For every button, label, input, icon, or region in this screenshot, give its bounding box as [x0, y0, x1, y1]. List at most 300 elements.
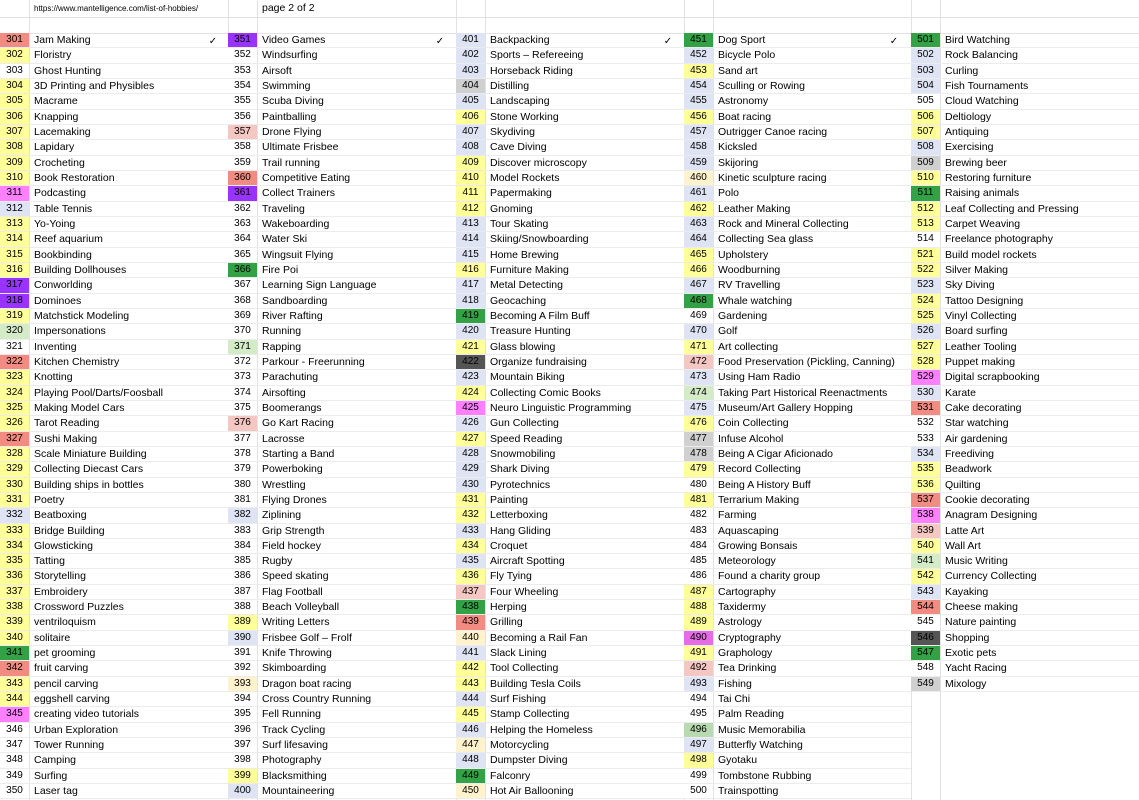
page-indicator[interactable]: page 2 of 2: [262, 2, 315, 14]
hobby-name-cell[interactable]: Quilting: [945, 478, 981, 491]
hobby-number-cell[interactable]: 437: [456, 585, 485, 599]
hobby-number-cell[interactable]: 399: [228, 769, 257, 783]
hobby-number-cell[interactable]: 408: [456, 140, 485, 154]
hobby-number-cell[interactable]: 416: [456, 263, 485, 277]
hobby-number-cell[interactable]: 423: [456, 370, 485, 384]
hobby-name-cell[interactable]: Poetry: [34, 493, 65, 506]
hobby-number-cell[interactable]: 483: [684, 524, 713, 538]
hobby-name-cell[interactable]: Cookie decorating: [945, 493, 1030, 506]
hobby-name-cell[interactable]: Neuro Linguistic Programming: [490, 401, 632, 414]
hobby-number-cell[interactable]: 370: [228, 324, 257, 338]
hobby-name-cell[interactable]: Coin Collecting: [718, 417, 789, 430]
hobby-number-cell[interactable]: 455: [684, 94, 713, 108]
hobby-number-cell[interactable]: 488: [684, 600, 713, 614]
hobby-name-cell[interactable]: Yacht Racing: [945, 662, 1007, 675]
hobby-name-cell[interactable]: Learning Sign Language: [262, 279, 377, 292]
hobby-name-cell[interactable]: Ghost Hunting: [34, 64, 102, 77]
hobby-name-cell[interactable]: Blacksmithing: [262, 769, 327, 782]
hobby-name-cell[interactable]: Embroidery: [34, 585, 88, 598]
hobby-name-cell[interactable]: Brewing beer: [945, 156, 1007, 169]
hobby-name-cell[interactable]: Surf lifesaving: [262, 739, 328, 752]
hobby-number-cell[interactable]: 398: [228, 753, 257, 767]
hobby-number-cell[interactable]: 528: [911, 355, 940, 369]
hobby-name-cell[interactable]: Tower Running: [34, 739, 105, 752]
hobby-number-cell[interactable]: 326: [0, 416, 29, 430]
hobby-number-cell[interactable]: 523: [911, 278, 940, 292]
hobby-name-cell[interactable]: Mixology: [945, 677, 987, 690]
hobby-number-cell[interactable]: 364: [228, 232, 257, 246]
hobby-name-cell[interactable]: Building Tesla Coils: [490, 677, 581, 690]
hobby-number-cell[interactable]: 361: [228, 186, 257, 200]
hobby-name-cell[interactable]: Croquet: [490, 539, 528, 552]
hobby-number-cell[interactable]: 354: [228, 79, 257, 93]
hobby-number-cell[interactable]: 532: [911, 416, 940, 430]
hobby-number-cell[interactable]: 422: [456, 355, 485, 369]
hobby-number-cell[interactable]: 383: [228, 524, 257, 538]
hobby-name-cell[interactable]: Food Preservation (Pickling, Canning): [718, 355, 895, 368]
hobby-name-cell[interactable]: Exotic pets: [945, 647, 997, 660]
hobby-name-cell[interactable]: Bicycle Polo: [718, 49, 776, 62]
hobby-name-cell[interactable]: Pyrotechnics: [490, 478, 551, 491]
hobby-name-cell[interactable]: Running: [262, 325, 302, 338]
hobby-name-cell[interactable]: Bridge Building: [34, 524, 105, 537]
hobby-number-cell[interactable]: 533: [911, 432, 940, 446]
hobby-number-cell[interactable]: 373: [228, 370, 257, 384]
hobby-number-cell[interactable]: 539: [911, 524, 940, 538]
hobby-number-cell[interactable]: 351: [228, 33, 257, 47]
hobby-number-cell[interactable]: 542: [911, 569, 940, 583]
hobby-name-cell[interactable]: Sand art: [718, 64, 758, 77]
hobby-number-cell[interactable]: 341: [0, 646, 29, 660]
hobby-name-cell[interactable]: Rock and Mineral Collecting: [718, 217, 849, 230]
hobby-name-cell[interactable]: River Rafting: [262, 309, 323, 322]
hobby-number-cell[interactable]: 502: [911, 48, 940, 62]
hobby-name-cell[interactable]: Stamp Collecting: [490, 708, 570, 721]
hobby-number-cell[interactable]: 513: [911, 217, 940, 231]
hobby-number-cell[interactable]: 462: [684, 202, 713, 216]
hobby-name-cell[interactable]: Gyotaku: [718, 754, 758, 767]
hobby-number-cell[interactable]: 360: [228, 171, 257, 185]
hobby-number-cell[interactable]: 388: [228, 600, 257, 614]
hobby-name-cell[interactable]: Growing Bonsais: [718, 539, 798, 552]
hobby-name-cell[interactable]: Speed Reading: [490, 432, 563, 445]
hobby-name-cell[interactable]: Wakeboarding: [262, 217, 330, 230]
hobby-number-cell[interactable]: 426: [456, 416, 485, 430]
hobby-number-cell[interactable]: 491: [684, 646, 713, 660]
hobby-number-cell[interactable]: 359: [228, 156, 257, 170]
hobby-name-cell[interactable]: Dog Sport: [718, 34, 766, 46]
hobby-number-cell[interactable]: 439: [456, 615, 485, 629]
hobby-name-cell[interactable]: Skimboarding: [262, 662, 327, 675]
hobby-name-cell[interactable]: Gnoming: [490, 202, 533, 215]
hobby-name-cell[interactable]: Scale Miniature Building: [34, 447, 147, 460]
hobby-name-cell[interactable]: Four Wheeling: [490, 585, 559, 598]
hobby-number-cell[interactable]: 457: [684, 125, 713, 139]
hobby-number-cell[interactable]: 549: [911, 677, 940, 691]
hobby-name-cell[interactable]: Nature painting: [945, 616, 1017, 629]
hobby-number-cell[interactable]: 484: [684, 539, 713, 553]
hobby-name-cell[interactable]: Beatboxing: [34, 509, 87, 522]
hobby-name-cell[interactable]: Upholstery: [718, 248, 769, 261]
hobby-name-cell[interactable]: Ziplining: [262, 509, 302, 522]
hobby-number-cell[interactable]: 489: [684, 615, 713, 629]
hobby-number-cell[interactable]: 407: [456, 125, 485, 139]
hobby-number-cell[interactable]: 540: [911, 539, 940, 553]
hobby-name-cell[interactable]: Dumpster Diving: [490, 754, 568, 767]
hobby-number-cell[interactable]: 382: [228, 508, 257, 522]
hobby-number-cell[interactable]: 429: [456, 462, 485, 476]
hobby-name-cell[interactable]: Lapidary: [34, 141, 75, 154]
hobby-name-cell[interactable]: Carpet Weaving: [945, 217, 1021, 230]
hobby-name-cell[interactable]: Dominoes: [34, 294, 82, 307]
hobby-number-cell[interactable]: 504: [911, 79, 940, 93]
hobby-number-cell[interactable]: 494: [684, 692, 713, 706]
hobby-name-cell[interactable]: Sports – Refereeing: [490, 49, 584, 62]
hobby-number-cell[interactable]: 310: [0, 171, 29, 185]
hobby-number-cell[interactable]: 406: [456, 110, 485, 124]
hobby-number-cell[interactable]: 506: [911, 110, 940, 124]
hobby-number-cell[interactable]: 450: [456, 784, 485, 798]
hobby-name-cell[interactable]: Deltiology: [945, 110, 992, 123]
hobby-number-cell[interactable]: 460: [684, 171, 713, 185]
hobby-number-cell[interactable]: 503: [911, 64, 940, 78]
hobby-number-cell[interactable]: 387: [228, 585, 257, 599]
hobby-name-cell[interactable]: pencil carving: [34, 677, 99, 690]
hobby-number-cell[interactable]: 434: [456, 539, 485, 553]
hobby-number-cell[interactable]: 336: [0, 569, 29, 583]
hobby-name-cell[interactable]: Palm Reading: [718, 708, 784, 721]
hobby-number-cell[interactable]: 323: [0, 370, 29, 384]
hobby-number-cell[interactable]: 330: [0, 478, 29, 492]
hobby-number-cell[interactable]: 347: [0, 738, 29, 752]
hobby-name-cell[interactable]: Windsurfing: [262, 49, 318, 62]
hobby-name-cell[interactable]: Camping: [34, 754, 77, 767]
hobby-name-cell[interactable]: Whale watching: [718, 294, 793, 307]
hobby-name-cell[interactable]: Flying Drones: [262, 493, 327, 506]
hobby-number-cell[interactable]: 366: [228, 263, 257, 277]
hobby-name-cell[interactable]: Board surfing: [945, 325, 1008, 338]
hobby-number-cell[interactable]: 524: [911, 294, 940, 308]
hobby-number-cell[interactable]: 465: [684, 248, 713, 262]
hobby-number-cell[interactable]: 446: [456, 723, 485, 737]
hobby-name-cell[interactable]: Exercising: [945, 141, 994, 154]
hobby-name-cell[interactable]: Hot Air Ballooning: [490, 785, 574, 798]
hobby-number-cell[interactable]: 335: [0, 554, 29, 568]
hobby-name-cell[interactable]: Kicksled: [718, 141, 758, 154]
hobby-number-cell[interactable]: 331: [0, 493, 29, 507]
hobby-number-cell[interactable]: 402: [456, 48, 485, 62]
hobby-name-cell[interactable]: Lacemaking: [34, 125, 91, 138]
hobby-name-cell[interactable]: Using Ham Radio: [718, 371, 801, 384]
hobby-number-cell[interactable]: 319: [0, 309, 29, 323]
hobby-number-cell[interactable]: 440: [456, 631, 485, 645]
source-url[interactable]: https://www.mantelligence.com/list-of-hobbies/: [34, 4, 199, 13]
hobby-name-cell[interactable]: Woodburning: [718, 263, 781, 276]
hobby-name-cell[interactable]: Sky Diving: [945, 279, 995, 292]
hobby-number-cell[interactable]: 312: [0, 202, 29, 216]
hobby-name-cell[interactable]: Glass blowing: [490, 340, 556, 353]
hobby-number-cell[interactable]: 481: [684, 493, 713, 507]
hobby-number-cell[interactable]: 443: [456, 677, 485, 691]
hobby-name-cell[interactable]: Becoming a Rail Fan: [490, 631, 588, 644]
hobby-number-cell[interactable]: 530: [911, 386, 940, 400]
hobby-number-cell[interactable]: 441: [456, 646, 485, 660]
hobby-name-cell[interactable]: Playing Pool/Darts/Foosball: [34, 386, 163, 399]
hobby-name-cell[interactable]: Parkour - Freerunning: [262, 355, 365, 368]
hobby-number-cell[interactable]: 487: [684, 585, 713, 599]
hobby-name-cell[interactable]: Museum/Art Gallery Hopping: [718, 401, 853, 414]
hobby-name-cell[interactable]: Matchstick Modeling: [34, 309, 130, 322]
hobby-number-cell[interactable]: 306: [0, 110, 29, 124]
hobby-name-cell[interactable]: Infuse Alcohol: [718, 432, 784, 445]
hobby-number-cell[interactable]: 510: [911, 171, 940, 185]
hobby-name-cell[interactable]: Being A Cigar Aficionado: [718, 447, 833, 460]
hobby-number-cell[interactable]: 308: [0, 140, 29, 154]
hobby-name-cell[interactable]: Cartography: [718, 585, 776, 598]
hobby-name-cell[interactable]: Conworlding: [34, 279, 93, 292]
hobby-name-cell[interactable]: Air gardening: [945, 432, 1008, 445]
hobby-name-cell[interactable]: Scuba Diving: [262, 95, 324, 108]
hobby-name-cell[interactable]: Vinyl Collecting: [945, 309, 1017, 322]
hobby-number-cell[interactable]: 334: [0, 539, 29, 553]
hobby-name-cell[interactable]: Surfing: [34, 769, 68, 782]
hobby-number-cell[interactable]: 492: [684, 661, 713, 675]
hobby-name-cell[interactable]: Rock Balancing: [945, 49, 1018, 62]
hobby-number-cell[interactable]: 493: [684, 677, 713, 691]
hobby-number-cell[interactable]: 348: [0, 753, 29, 767]
hobby-name-cell[interactable]: Skiing/Snowboarding: [490, 233, 589, 246]
hobby-name-cell[interactable]: Rapping: [262, 340, 302, 353]
hobby-name-cell[interactable]: Restoring furniture: [945, 171, 1032, 184]
hobby-name-cell[interactable]: Horseback Riding: [490, 64, 573, 77]
hobby-number-cell[interactable]: 495: [684, 707, 713, 721]
hobby-name-cell[interactable]: Organize fundraising: [490, 355, 587, 368]
hobby-name-cell[interactable]: Knapping: [34, 110, 79, 123]
hobby-name-cell[interactable]: Golf: [718, 325, 738, 338]
hobby-number-cell[interactable]: 498: [684, 753, 713, 767]
hobby-name-cell[interactable]: Becoming A Film Buff: [490, 309, 590, 322]
hobby-name-cell[interactable]: Tai Chi: [718, 693, 751, 706]
hobby-number-cell[interactable]: 546: [911, 631, 940, 645]
hobby-name-cell[interactable]: Record Collecting: [718, 463, 801, 476]
hobby-number-cell[interactable]: 355: [228, 94, 257, 108]
hobby-name-cell[interactable]: Building Dollhouses: [34, 263, 127, 276]
hobby-number-cell[interactable]: 499: [684, 769, 713, 783]
hobby-name-cell[interactable]: Storytelling: [34, 570, 86, 583]
hobby-name-cell[interactable]: Cheese making: [945, 601, 1018, 614]
hobby-number-cell[interactable]: 322: [0, 355, 29, 369]
hobby-number-cell[interactable]: 472: [684, 355, 713, 369]
hobby-number-cell[interactable]: 414: [456, 232, 485, 246]
hobby-name-cell[interactable]: Water Ski: [262, 233, 308, 246]
hobby-number-cell[interactable]: 327: [0, 432, 29, 446]
hobby-number-cell[interactable]: 526: [911, 324, 940, 338]
hobby-number-cell[interactable]: 521: [911, 248, 940, 262]
hobby-number-cell[interactable]: 315: [0, 248, 29, 262]
hobby-name-cell[interactable]: Discover microscopy: [490, 156, 587, 169]
hobby-name-cell[interactable]: Starting a Band: [262, 447, 335, 460]
hobby-name-cell[interactable]: Art collecting: [718, 340, 779, 353]
hobby-number-cell[interactable]: 525: [911, 309, 940, 323]
check-mark[interactable]: ✓: [208, 36, 218, 47]
hobby-name-cell[interactable]: Beadwork: [945, 463, 992, 476]
hobby-number-cell[interactable]: 397: [228, 738, 257, 752]
hobby-name-cell[interactable]: Tatting: [34, 555, 65, 568]
hobby-name-cell[interactable]: Urban Exploration: [34, 723, 119, 736]
hobby-number-cell[interactable]: 363: [228, 217, 257, 231]
hobby-number-cell[interactable]: 463: [684, 217, 713, 231]
hobby-number-cell[interactable]: 329: [0, 462, 29, 476]
hobby-number-cell[interactable]: 470: [684, 324, 713, 338]
hobby-name-cell[interactable]: Bookbinding: [34, 248, 92, 261]
hobby-number-cell[interactable]: 303: [0, 64, 29, 78]
hobby-number-cell[interactable]: 394: [228, 692, 257, 706]
hobby-number-cell[interactable]: 447: [456, 738, 485, 752]
hobby-number-cell[interactable]: 467: [684, 278, 713, 292]
hobby-name-cell[interactable]: Building ships in bottles: [34, 478, 144, 491]
hobby-number-cell[interactable]: 428: [456, 447, 485, 461]
hobby-name-cell[interactable]: Painting: [490, 493, 528, 506]
hobby-number-cell[interactable]: 435: [456, 554, 485, 568]
hobby-name-cell[interactable]: Airsoft: [262, 64, 292, 77]
hobby-name-cell[interactable]: Paintballing: [262, 110, 317, 123]
hobby-name-cell[interactable]: Tombstone Rubbing: [718, 769, 812, 782]
check-mark[interactable]: ✓: [889, 36, 899, 47]
hobby-name-cell[interactable]: Kitchen Chemistry: [34, 355, 120, 368]
hobby-number-cell[interactable]: 473: [684, 370, 713, 384]
hobby-number-cell[interactable]: 478: [684, 447, 713, 461]
hobby-number-cell[interactable]: 332: [0, 508, 29, 522]
hobby-number-cell[interactable]: 340: [0, 631, 29, 645]
hobby-name-cell[interactable]: Crocheting: [34, 156, 85, 169]
hobby-name-cell[interactable]: Skydiving: [490, 125, 535, 138]
hobby-name-cell[interactable]: Music Writing: [945, 555, 1008, 568]
hobby-name-cell[interactable]: Track Cycling: [262, 723, 326, 736]
hobby-name-cell[interactable]: Fishing: [718, 677, 752, 690]
hobby-name-cell[interactable]: Stone Working: [490, 110, 559, 123]
hobby-number-cell[interactable]: 417: [456, 278, 485, 292]
hobby-name-cell[interactable]: Being A History Buff: [718, 478, 811, 491]
hobby-number-cell[interactable]: 343: [0, 677, 29, 691]
hobby-number-cell[interactable]: 477: [684, 432, 713, 446]
hobby-number-cell[interactable]: 318: [0, 294, 29, 308]
hobby-name-cell[interactable]: Tour Skating: [490, 217, 549, 230]
hobby-name-cell[interactable]: Lacrosse: [262, 432, 305, 445]
hobby-name-cell[interactable]: Wrestling: [262, 478, 306, 491]
hobby-name-cell[interactable]: 3D Printing and Physibles: [34, 79, 155, 92]
hobby-name-cell[interactable]: Landscaping: [490, 95, 550, 108]
hobby-name-cell[interactable]: Wall Art: [945, 539, 981, 552]
hobby-number-cell[interactable]: 453: [684, 64, 713, 78]
hobby-name-cell[interactable]: Currency Collecting: [945, 570, 1037, 583]
hobby-name-cell[interactable]: Gun Collecting: [490, 417, 559, 430]
hobby-name-cell[interactable]: Treasure Hunting: [490, 325, 571, 338]
hobby-number-cell[interactable]: 454: [684, 79, 713, 93]
hobby-number-cell[interactable]: 409: [456, 156, 485, 170]
hobby-number-cell[interactable]: 469: [684, 309, 713, 323]
hobby-number-cell[interactable]: 405: [456, 94, 485, 108]
hobby-name-cell[interactable]: Tarot Reading: [34, 417, 100, 430]
hobby-number-cell[interactable]: 346: [0, 723, 29, 737]
hobby-number-cell[interactable]: 431: [456, 493, 485, 507]
hobby-number-cell[interactable]: 419: [456, 309, 485, 323]
hobby-name-cell[interactable]: Motorcycling: [490, 739, 549, 752]
hobby-number-cell[interactable]: 468: [684, 294, 713, 308]
hobby-name-cell[interactable]: Falconry: [490, 769, 531, 782]
hobby-number-cell[interactable]: 475: [684, 401, 713, 415]
hobby-name-cell[interactable]: Grilling: [490, 616, 523, 629]
hobby-name-cell[interactable]: Video Games: [262, 34, 326, 46]
hobby-number-cell[interactable]: 476: [684, 416, 713, 430]
hobby-number-cell[interactable]: 358: [228, 140, 257, 154]
hobby-name-cell[interactable]: Trainspotting: [718, 785, 779, 798]
hobby-name-cell[interactable]: Anagram Designing: [945, 509, 1038, 522]
hobby-number-cell[interactable]: 474: [684, 386, 713, 400]
hobby-name-cell[interactable]: Cave Diving: [490, 141, 547, 154]
hobby-name-cell[interactable]: Leather Making: [718, 202, 791, 215]
hobby-number-cell[interactable]: 401: [456, 33, 485, 47]
hobby-name-cell[interactable]: Backpacking: [490, 34, 550, 46]
hobby-number-cell[interactable]: 418: [456, 294, 485, 308]
hobby-number-cell[interactable]: 531: [911, 401, 940, 415]
hobby-number-cell[interactable]: 511: [911, 186, 940, 200]
hobby-name-cell[interactable]: Wingsuit Flying: [262, 248, 334, 261]
hobby-name-cell[interactable]: Trail running: [262, 156, 320, 169]
hobby-number-cell[interactable]: 538: [911, 508, 940, 522]
hobby-name-cell[interactable]: Aquascaping: [718, 524, 779, 537]
hobby-name-cell[interactable]: Kayaking: [945, 585, 989, 598]
hobby-number-cell[interactable]: 534: [911, 447, 940, 461]
hobby-number-cell[interactable]: 449: [456, 769, 485, 783]
hobby-name-cell[interactable]: Traveling: [262, 202, 305, 215]
hobby-name-cell[interactable]: Cake decorating: [945, 401, 1022, 414]
hobby-name-cell[interactable]: Fly Tying: [490, 570, 532, 583]
hobby-name-cell[interactable]: Distilling: [490, 79, 530, 92]
hobby-number-cell[interactable]: 380: [228, 478, 257, 492]
hobby-number-cell[interactable]: 448: [456, 753, 485, 767]
hobby-number-cell[interactable]: 442: [456, 661, 485, 675]
hobby-name-cell[interactable]: Freelance photography: [945, 233, 1053, 246]
hobby-name-cell[interactable]: Freediving: [945, 447, 995, 460]
hobby-number-cell[interactable]: 396: [228, 723, 257, 737]
hobby-name-cell[interactable]: Karate: [945, 386, 976, 399]
hobby-number-cell[interactable]: 514: [911, 232, 940, 246]
hobby-name-cell[interactable]: Fire Poi: [262, 263, 299, 276]
hobby-number-cell[interactable]: 527: [911, 340, 940, 354]
hobby-number-cell[interactable]: 316: [0, 263, 29, 277]
hobby-number-cell[interactable]: 349: [0, 769, 29, 783]
hobby-number-cell[interactable]: 529: [911, 370, 940, 384]
hobby-name-cell[interactable]: Shark Diving: [490, 463, 550, 476]
hobby-name-cell[interactable]: Letterboxing: [490, 509, 548, 522]
hobby-number-cell[interactable]: 486: [684, 569, 713, 583]
hobby-name-cell[interactable]: Collecting Comic Books: [490, 386, 601, 399]
hobby-number-cell[interactable]: 403: [456, 64, 485, 78]
hobby-number-cell[interactable]: 545: [911, 615, 940, 629]
hobby-name-cell[interactable]: Sandboarding: [262, 294, 328, 307]
hobby-name-cell[interactable]: Beach Volleyball: [262, 601, 340, 614]
hobby-name-cell[interactable]: Cryptography: [718, 631, 782, 644]
hobby-number-cell[interactable]: 479: [684, 462, 713, 476]
hobby-number-cell[interactable]: 512: [911, 202, 940, 216]
hobby-name-cell[interactable]: Competitive Eating: [262, 171, 351, 184]
hobby-number-cell[interactable]: 304: [0, 79, 29, 93]
hobby-number-cell[interactable]: 324: [0, 386, 29, 400]
hobby-number-cell[interactable]: 508: [911, 140, 940, 154]
hobby-number-cell[interactable]: 368: [228, 294, 257, 308]
hobby-number-cell[interactable]: 536: [911, 478, 940, 492]
hobby-name-cell[interactable]: Astronomy: [718, 95, 769, 108]
